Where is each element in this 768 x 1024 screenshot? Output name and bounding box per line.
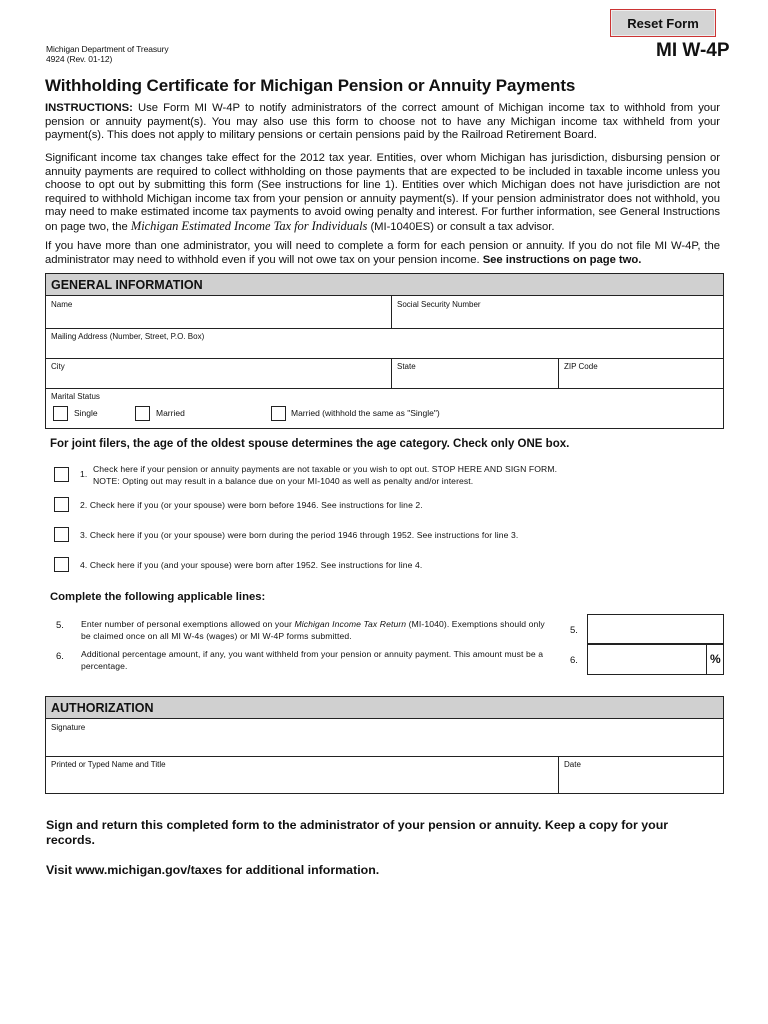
applicable-lines-heading: Complete the following applicable lines: bbox=[50, 591, 266, 603]
line5-text-start: Enter number of personal exemptions allowed on your bbox=[81, 619, 292, 629]
line5-text bbox=[81, 618, 556, 642]
date-label: Date bbox=[564, 760, 581, 769]
line5-text-end: (MI-1040). Exemptions should only be claimed once on all MI W-4s (wages) or MI W-4P forms submitted. bbox=[81, 619, 545, 641]
married-single-checkbox[interactable] bbox=[271, 406, 286, 421]
line6-text: Additional percentage amount, if any, you want withheld from your pension or annuity payment. This amount must be a percentage. bbox=[81, 649, 544, 671]
percent-sign: % bbox=[710, 652, 721, 666]
married-checkbox[interactable] bbox=[135, 406, 150, 421]
tax-changes-paragraph bbox=[45, 152, 720, 235]
signature-label: Signature bbox=[51, 723, 86, 732]
line6-number: 6. bbox=[56, 651, 64, 662]
line5-exemptions-input[interactable] bbox=[591, 621, 723, 639]
form-title: Withholding Certificate for Michigan Pension or Annuity Payments bbox=[45, 76, 576, 95]
line1-note: NOTE: Opting out may result in a balance due on your MI-1040 as well as penalty and/or interest. bbox=[93, 476, 474, 486]
printed-name-label: Printed or Typed Name and Title bbox=[51, 760, 166, 769]
printed-name-input[interactable] bbox=[50, 771, 554, 791]
form-number: MI W-4P bbox=[656, 40, 730, 61]
city-label: City bbox=[51, 362, 65, 371]
single-label: Single bbox=[74, 408, 98, 418]
marital-status-label: Marital Status bbox=[51, 392, 100, 401]
line1-text: Check here if your pension or annuity payments are not taxable or you wish to opt out. STOP HERE AND SIGN FORM. bbox=[93, 464, 558, 474]
ssn-label: Social Security Number bbox=[397, 300, 481, 309]
line5-number: 5. bbox=[56, 620, 64, 631]
tax-changes-text-end: (MI-1040ES) or consult a tax advisor. bbox=[370, 220, 555, 233]
row-city-state-zip bbox=[46, 358, 723, 388]
ssn-input[interactable] bbox=[396, 310, 720, 328]
line5-input-box bbox=[587, 614, 724, 644]
line1-number: 1. bbox=[80, 469, 88, 479]
authorization-section bbox=[45, 696, 724, 794]
line2-checkbox[interactable] bbox=[54, 497, 69, 512]
joint-filers-note: For joint filers, the age of the oldest spouse determines the age category. Check only ONE box. bbox=[50, 438, 570, 450]
estimated-tax-title: Michigan Estimated Income Tax for Individuals bbox=[130, 218, 368, 233]
row-address bbox=[46, 328, 723, 358]
married-single-label: Married (withhold the same as "Single") bbox=[291, 408, 440, 418]
instructions-paragraph bbox=[45, 102, 720, 143]
line6-percentage-input[interactable] bbox=[591, 652, 705, 670]
line6-input-box bbox=[587, 644, 724, 675]
line4-text: 4. Check here if you (and your spouse) were born after 1952. See instructions for line 4. bbox=[80, 560, 423, 570]
multiple-admin-text: If you have more than one administrator, you will need to complete a form for each pension or annuity. If you do not file MI W-4P, the administrator may need to withhold even if you will not owe tax on your pension income. bbox=[45, 240, 720, 266]
name-input[interactable] bbox=[50, 310, 389, 328]
address-label: Mailing Address (Number, Street, P.O. Box) bbox=[51, 332, 205, 341]
line5-box-label: 5. bbox=[570, 625, 578, 636]
zip-input[interactable] bbox=[563, 371, 722, 389]
signature-input[interactable] bbox=[50, 734, 719, 754]
line3-text: 3. Check here if you (or your spouse) were born during the period 1946 through 1952. See instructions for line 3. bbox=[80, 530, 519, 540]
city-input[interactable] bbox=[50, 371, 389, 389]
row-signature bbox=[46, 719, 723, 756]
instructions-text: Use Form MI W-4P to notify administrators of the correct amount of Michigan income tax to withhold from your pension or annuity payment(s). You may also use this form to choose not to have any Michigan income tax withheld from your payment(s). This does not apply to military pensions or certain pensions paid by the Railroad Retirement Board. bbox=[45, 102, 720, 142]
row-printed-name-date bbox=[46, 756, 723, 793]
authorization-heading: AUTHORIZATION bbox=[46, 697, 723, 719]
tax-changes-text: Significant income tax changes take effect for the 2012 tax year. Entities, over whom Michigan has jurisdiction, disbursing pension or annuity payments are required to collect withholding on those payments that are expected to be included in taxable income unless you choose to opt out by submitting this form (See instructions for line 1). Entities over which Michigan does not have jurisdiction are not required to withhold Michigan income tax from your pension or annuity payment(s). If your pension administrator does not withhold, you may need to make estimated income tax payments to avoid owing penalty and interest. For further information, see General Instructions on page two, the bbox=[45, 152, 720, 233]
line1-checkbox[interactable] bbox=[54, 467, 69, 482]
see-page-two-note: See instructions on page two. bbox=[482, 253, 642, 266]
name-label: Name bbox=[51, 300, 73, 309]
line2-text: 2. Check here if you (or your spouse) were born before 1946. See instructions for line 2. bbox=[80, 500, 423, 510]
line4-checkbox[interactable] bbox=[54, 557, 69, 572]
row-name-ssn bbox=[46, 296, 723, 328]
visit-website-note: Visit www.michigan.gov/taxes for additional information. bbox=[46, 863, 380, 877]
row-marital-status bbox=[46, 388, 723, 428]
address-input[interactable] bbox=[50, 341, 719, 359]
form-revision: 4924 (Rev. 01-12) bbox=[46, 54, 113, 64]
multiple-admin-paragraph bbox=[45, 240, 720, 267]
department-name: Michigan Department of Treasury bbox=[46, 44, 169, 54]
date-input[interactable] bbox=[563, 771, 722, 791]
income-tax-return-title: Michigan Income Tax Return bbox=[294, 619, 407, 629]
line6-box-label: 6. bbox=[570, 655, 578, 666]
single-checkbox[interactable] bbox=[53, 406, 68, 421]
line3-checkbox[interactable] bbox=[54, 527, 69, 542]
state-input[interactable] bbox=[396, 371, 560, 389]
sign-return-note: Sign and return this completed form to the administrator of your pension or annuity. Keep a copy for your records. bbox=[46, 818, 669, 847]
state-label: State bbox=[397, 362, 416, 371]
general-information-heading: GENERAL INFORMATION bbox=[46, 274, 723, 296]
zip-label: ZIP Code bbox=[564, 362, 598, 371]
married-label: Married bbox=[156, 408, 185, 418]
instructions-label: INSTRUCTIONS: bbox=[45, 102, 133, 114]
reset-form-button[interactable]: Reset Form bbox=[610, 9, 716, 37]
general-information-section bbox=[45, 273, 724, 429]
